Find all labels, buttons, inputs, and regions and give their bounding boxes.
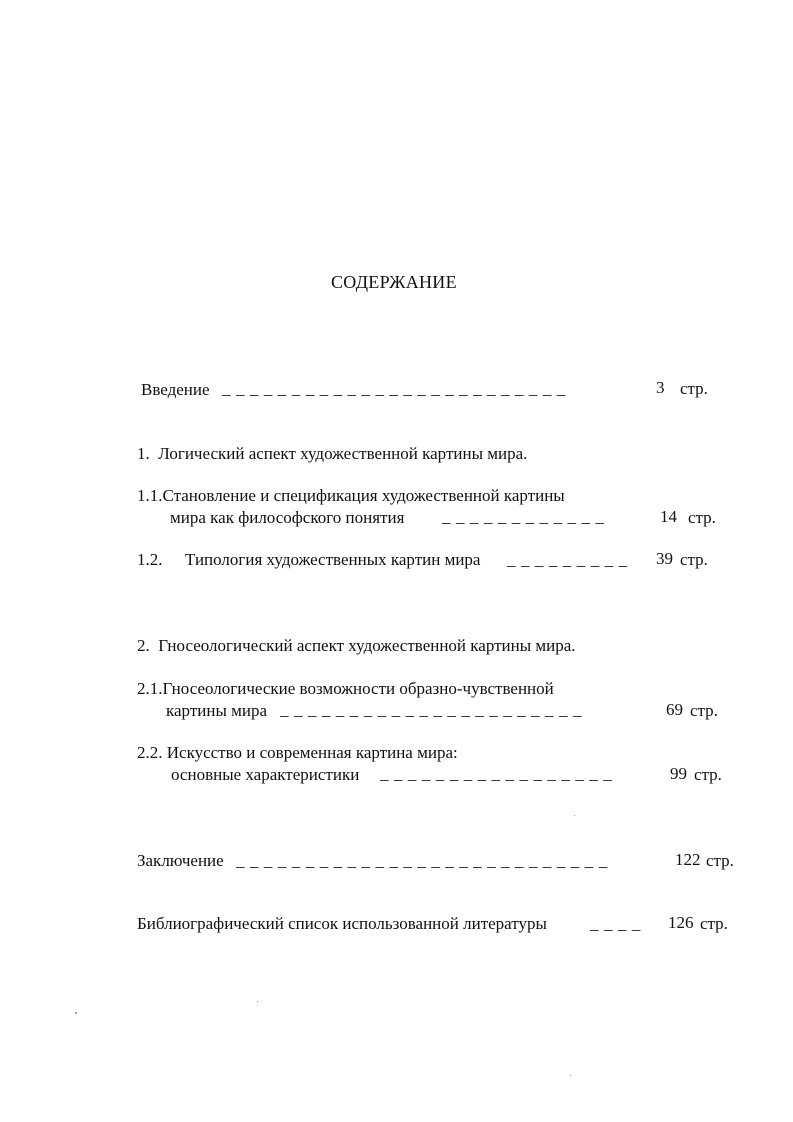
toc-section-2-1-page: 69 xyxy=(666,700,683,719)
toc-section-2-1-line1: 2.1.Гносеологические возможности образно-чувственной xyxy=(137,679,554,698)
toc-intro-unit: стр. xyxy=(680,379,708,398)
toc-section-2-2-page: 99 xyxy=(670,764,687,783)
scan-speck xyxy=(257,1001,258,1002)
toc-section-1-1-line2: мира как философского понятия xyxy=(170,508,405,527)
toc-chapter-1: 1. Логический аспект художественной картины мира. xyxy=(137,444,528,463)
toc-section-2-1-line2: картины мира xyxy=(166,701,268,720)
toc-section-2-2-line1: 2.2. Искусство и современная картина мира: xyxy=(137,743,458,762)
toc-bibliography-page: 126 xyxy=(668,913,694,932)
scan-speck xyxy=(75,1012,77,1014)
toc-intro-page: 3 xyxy=(656,378,665,397)
toc-conclusion-label: Заключение xyxy=(137,851,224,870)
toc-section-2-1-unit: стр. xyxy=(690,701,718,720)
scan-speck xyxy=(574,815,575,816)
toc-chapter-2: 2. Гносеологический аспект художественной картины мира. xyxy=(137,636,576,655)
toc-section-1-1-unit: стр. xyxy=(688,508,716,527)
toc-conclusion-leader: _ _ _ _ _ _ _ _ _ _ _ _ _ _ _ _ _ _ _ _ _ _ _ _ _ _ _ xyxy=(236,851,608,870)
toc-section-2-2-line2: основные характеристики xyxy=(171,765,360,784)
toc-section-1-2-number: 1.2. xyxy=(137,550,163,569)
toc-section-2-2-leader: _ _ _ _ _ _ _ _ _ _ _ _ _ _ _ _ _ xyxy=(380,764,613,783)
toc-bibliography-leader: _ _ _ _ xyxy=(590,914,641,933)
toc-section-2-1-leader: _ _ _ _ _ _ _ _ _ _ _ _ _ _ _ _ _ _ _ _ _ _ xyxy=(280,700,583,719)
toc-section-1-1-leader: _ _ _ _ _ _ _ _ _ _ _ _ xyxy=(442,507,605,526)
scan-speck xyxy=(570,1075,571,1076)
toc-section-1-1-page: 14 xyxy=(660,507,677,526)
page-title: СОДЕРЖАНИЕ xyxy=(331,272,457,292)
toc-section-1-2-unit: стр. xyxy=(680,550,708,569)
toc-bibliography-unit: стр. xyxy=(700,914,728,933)
toc-conclusion-unit: стр. xyxy=(706,851,734,870)
toc-intro-leader: _ _ _ _ _ _ _ _ _ _ _ _ _ _ _ _ _ _ _ _ _ _ _ _ _ xyxy=(222,379,566,398)
toc-section-1-2-leader: _ _ _ _ _ _ _ _ _ xyxy=(507,550,628,569)
toc-section-2-2-unit: стр. xyxy=(694,765,722,784)
toc-intro-label: Введение xyxy=(141,380,210,399)
toc-section-1-2-page: 39 xyxy=(656,549,673,568)
toc-section-1-1-line1: 1.1.Становление и спецификация художественной картины xyxy=(137,486,565,505)
toc-section-1-2-label: Типология художественных картин мира xyxy=(185,550,481,569)
toc-bibliography-label: Библиографический список использованной литературы xyxy=(137,914,547,933)
toc-conclusion-page: 122 xyxy=(675,850,701,869)
